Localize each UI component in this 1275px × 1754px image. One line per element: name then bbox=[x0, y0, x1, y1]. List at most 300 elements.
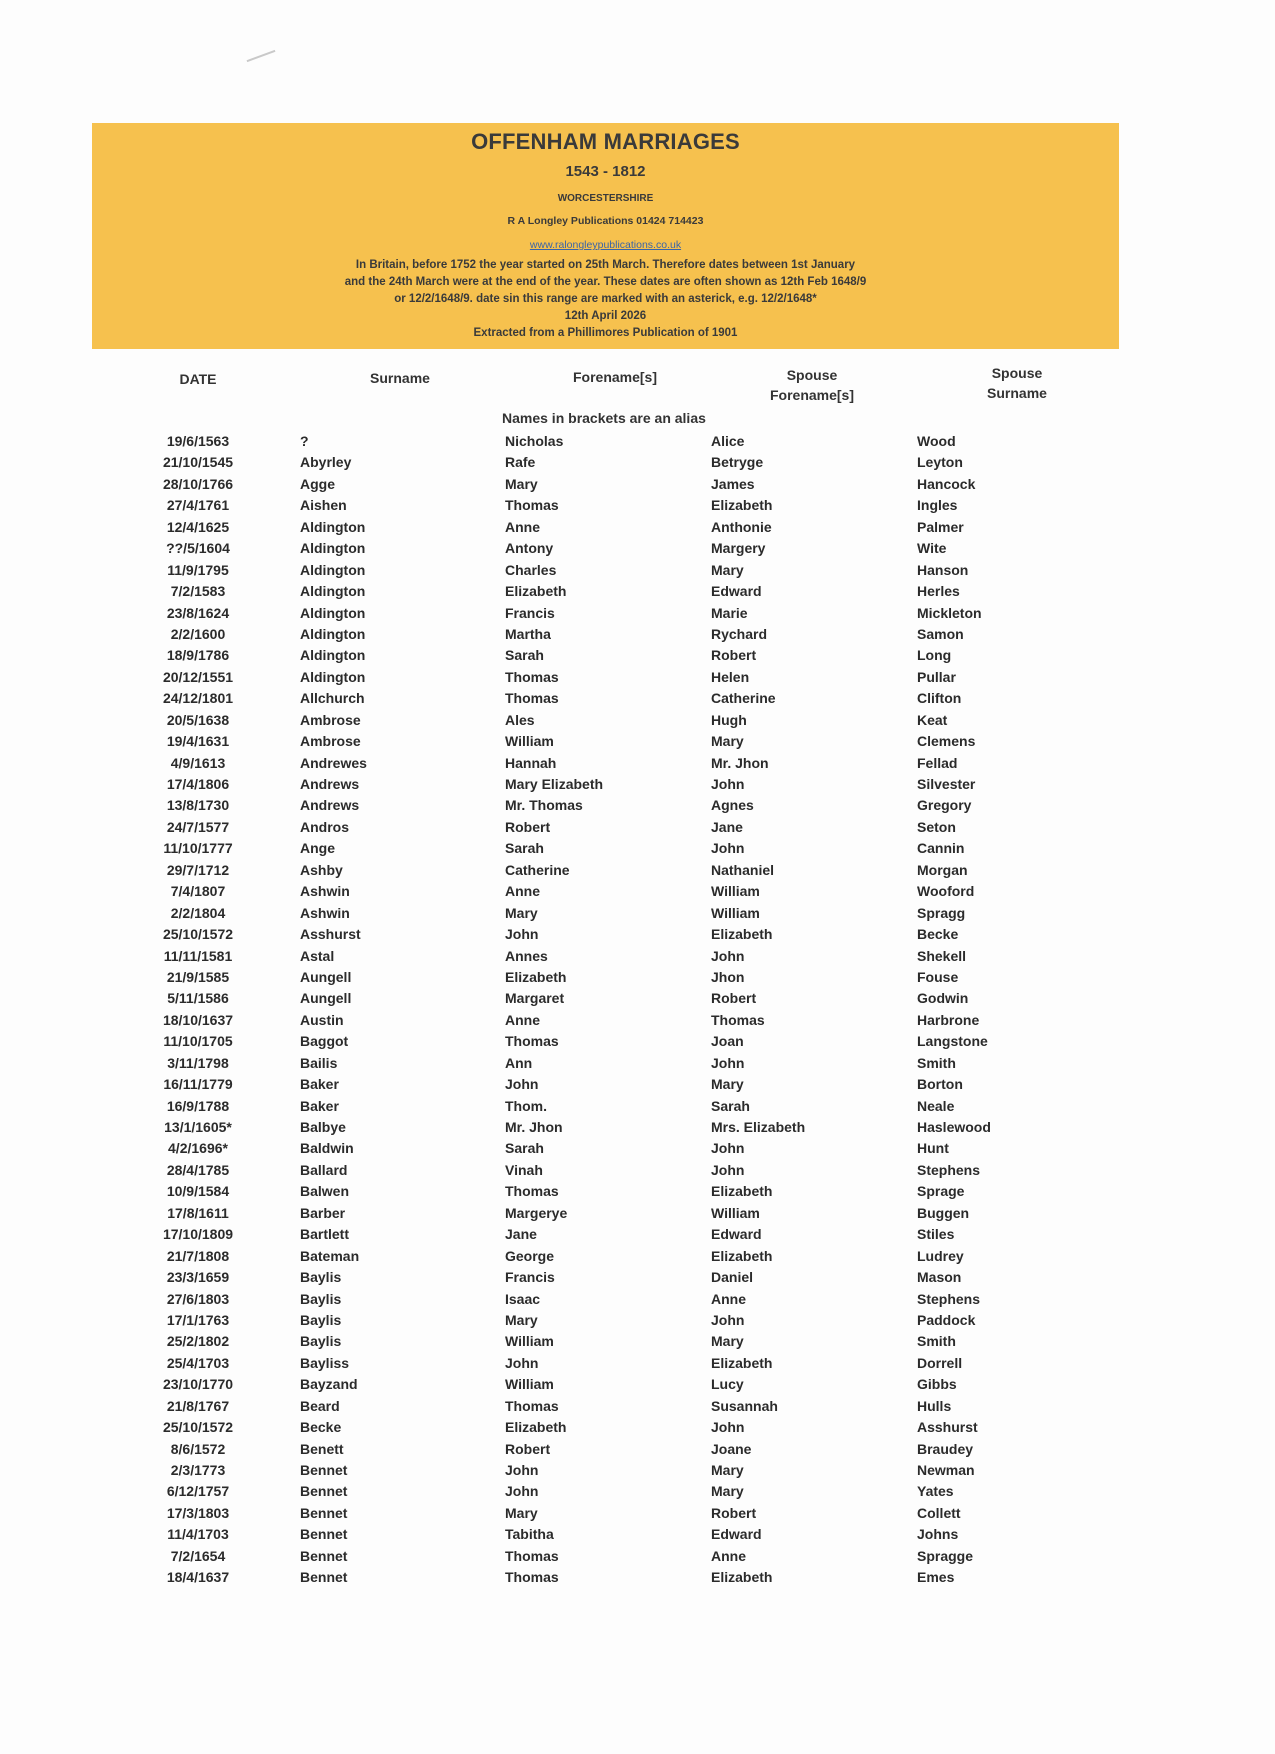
marriage-date: 7/2/1583 bbox=[170, 583, 226, 600]
marriage-date: 13/8/1730 bbox=[166, 797, 230, 814]
table-row bbox=[0, 624, 1275, 645]
column-header-spouse-forenames bbox=[752, 365, 872, 405]
surname: Ashwin bbox=[300, 883, 350, 900]
forenames: Vinah bbox=[505, 1161, 543, 1178]
spouse-forenames: Elizabeth bbox=[711, 1569, 773, 1586]
table-row bbox=[0, 1546, 1275, 1567]
spouse-forenames: Mary bbox=[711, 1462, 744, 1478]
spouse-forenames: Edward bbox=[711, 583, 762, 600]
surname: Baylis bbox=[300, 1333, 342, 1350]
marriage-date: 4/2/1696* bbox=[168, 1140, 228, 1157]
surname: Andrews bbox=[300, 776, 360, 792]
surname: Bennet bbox=[300, 1504, 348, 1521]
surname: Aldington bbox=[300, 647, 366, 664]
spouse-forenames: John bbox=[711, 840, 745, 857]
surname: Bayzand bbox=[300, 1376, 358, 1393]
marriage-date: 16/11/1779 bbox=[163, 1076, 233, 1093]
marriage-date: 8/6/1572 bbox=[170, 1440, 226, 1457]
table-row bbox=[0, 1160, 1275, 1181]
forenames: Isaac bbox=[505, 1290, 541, 1307]
table-row bbox=[0, 1374, 1275, 1395]
spouse-forenames: Edward bbox=[711, 1526, 762, 1543]
surname: Aldington bbox=[300, 625, 366, 642]
marriage-date: 2/3/1773 bbox=[170, 1462, 226, 1478]
alias-note: Names in brackets are an alias bbox=[502, 410, 706, 426]
table-row bbox=[0, 1567, 1275, 1588]
surname: Baylis bbox=[300, 1311, 342, 1328]
forenames: Sarah bbox=[505, 1140, 544, 1157]
spouse-forenames: John bbox=[711, 1311, 745, 1328]
spouse-surname: Samon bbox=[917, 625, 964, 642]
marriage-date: 18/4/1637 bbox=[166, 1569, 230, 1586]
table-row bbox=[0, 1096, 1275, 1117]
spouse-forenames: John bbox=[711, 776, 745, 792]
spouse-surname: Borton bbox=[917, 1076, 963, 1093]
forenames: Nicholas bbox=[505, 433, 564, 449]
forenames: Mary Elizabeth bbox=[505, 776, 604, 792]
marriage-date: 17/3/1803 bbox=[166, 1504, 230, 1521]
marriage-date: 21/9/1585 bbox=[166, 968, 230, 985]
spouse-surname: Mickleton bbox=[917, 604, 982, 621]
spouse-forenames: Elizabeth bbox=[711, 926, 773, 943]
column-header-surname bbox=[350, 368, 450, 388]
spouse-surname: Hanson bbox=[917, 561, 969, 578]
spouse-forenames: Mary bbox=[711, 733, 744, 750]
surname: Beard bbox=[300, 1397, 340, 1414]
title-banner bbox=[92, 123, 1119, 349]
spouse-forenames: Catherine bbox=[711, 690, 776, 707]
surname: Baggot bbox=[300, 1033, 349, 1050]
spouse-forenames: Robert bbox=[711, 1504, 757, 1521]
surname: Baker bbox=[300, 1076, 339, 1093]
surname: Bartlett bbox=[300, 1226, 350, 1243]
table-row bbox=[0, 1524, 1275, 1545]
forenames: Sarah bbox=[505, 840, 544, 857]
spouse-forenames: William bbox=[711, 883, 760, 900]
table-row bbox=[0, 838, 1275, 859]
spouse-surname: Stephens bbox=[917, 1161, 981, 1178]
spouse-forenames: John bbox=[711, 1419, 745, 1436]
spouse-forenames: Robert bbox=[711, 647, 757, 664]
forenames: Robert bbox=[505, 818, 551, 835]
marriage-date: 4/9/1613 bbox=[170, 754, 226, 771]
table-row bbox=[0, 753, 1275, 774]
marriage-date: 27/6/1803 bbox=[166, 1290, 230, 1307]
table-row bbox=[0, 881, 1275, 902]
spouse-surname: Becke bbox=[917, 926, 959, 943]
marriage-date: 16/9/1788 bbox=[166, 1097, 230, 1114]
spouse-forenames: Hugh bbox=[711, 711, 747, 728]
spouse-surname: Haslewood bbox=[917, 1119, 991, 1135]
marriage-date: 24/7/1577 bbox=[166, 818, 230, 835]
date-note-line: In Britain, before 1752 the year started on 25th March. Therefore dates between 1st January bbox=[355, 259, 856, 271]
scan-mark bbox=[247, 50, 276, 62]
forenames: Ales bbox=[505, 711, 535, 728]
spouse-surname: Buggen bbox=[917, 1204, 970, 1221]
spouse-surname: Collett bbox=[917, 1504, 961, 1521]
forenames: Anne bbox=[505, 883, 540, 900]
surname: Ballard bbox=[300, 1161, 348, 1178]
surname: Aishen bbox=[300, 497, 347, 514]
forenames: John bbox=[505, 1462, 539, 1478]
surname: Baldwin bbox=[300, 1140, 354, 1157]
marriage-date: 6/12/1757 bbox=[166, 1483, 230, 1500]
spouse-surname: Dorrell bbox=[917, 1354, 963, 1371]
forenames: George bbox=[505, 1247, 555, 1264]
forenames: John bbox=[505, 1076, 539, 1093]
spouse-surname: Neale bbox=[917, 1097, 955, 1114]
surname: Bennet bbox=[300, 1569, 348, 1586]
spouse-surname: Palmer bbox=[917, 518, 964, 535]
spouse-forenames: John bbox=[711, 1140, 745, 1157]
marriage-date: 20/12/1551 bbox=[162, 668, 234, 685]
marriage-date: 17/1/1763 bbox=[166, 1311, 230, 1328]
spouse-surname: Spragg bbox=[917, 904, 966, 921]
forenames: Thom. bbox=[505, 1097, 547, 1114]
surname: Abyrley bbox=[300, 454, 352, 471]
forenames: Elizabeth bbox=[505, 968, 567, 985]
spouse-surname: Newman bbox=[917, 1462, 975, 1478]
marriage-date: 28/10/1766 bbox=[162, 475, 234, 492]
spouse-forenames: Daniel bbox=[711, 1269, 754, 1286]
spouse-surname: Braudey bbox=[917, 1440, 974, 1457]
forenames: Thomas bbox=[505, 1397, 559, 1414]
spouse-forenames: James bbox=[711, 475, 755, 492]
table-row bbox=[0, 817, 1275, 838]
spouse-surname: Langstone bbox=[917, 1033, 988, 1050]
table-row bbox=[0, 774, 1275, 795]
forenames: Sarah bbox=[505, 647, 544, 664]
column-header-spouse-surname-line2: Surname bbox=[987, 385, 1047, 401]
surname: Bailis bbox=[300, 1054, 338, 1071]
forenames: Thomas bbox=[505, 1183, 559, 1200]
column-header-surname-label: Surname bbox=[370, 370, 430, 386]
forenames: Annes bbox=[505, 947, 548, 964]
surname: Barber bbox=[300, 1204, 346, 1221]
spouse-surname: Fellad bbox=[917, 754, 958, 771]
surname: Austin bbox=[300, 1011, 344, 1028]
spouse-forenames: Robert bbox=[711, 990, 757, 1007]
marriage-date: 21/10/1545 bbox=[162, 454, 234, 471]
surname: Aldington bbox=[300, 518, 366, 535]
spouse-surname: Stephens bbox=[917, 1290, 981, 1307]
spouse-surname: Wood bbox=[917, 433, 956, 449]
year-range: 1543 - 1812 bbox=[565, 163, 646, 180]
surname: Baylis bbox=[300, 1290, 342, 1307]
forenames: John bbox=[505, 1483, 539, 1500]
spouse-surname: Smith bbox=[917, 1054, 956, 1071]
spouse-surname: Asshurst bbox=[917, 1419, 978, 1436]
marriage-date: 11/10/1777 bbox=[163, 840, 233, 857]
marriage-table bbox=[0, 431, 1275, 1589]
table-row bbox=[0, 1460, 1275, 1481]
table-row bbox=[0, 1031, 1275, 1052]
surname: Benett bbox=[300, 1440, 344, 1457]
forenames: Martha bbox=[505, 625, 551, 642]
marriage-date: 23/10/1770 bbox=[162, 1376, 234, 1393]
surname: Asshurst bbox=[300, 926, 361, 943]
table-row bbox=[0, 946, 1275, 967]
forenames: Elizabeth bbox=[505, 1419, 567, 1436]
spouse-surname: Morgan bbox=[917, 861, 968, 878]
surname: Andros bbox=[300, 818, 349, 835]
spouse-surname: Clemens bbox=[917, 733, 976, 750]
spouse-surname: Wite bbox=[917, 540, 947, 557]
table-row bbox=[0, 645, 1275, 666]
surname: Agge bbox=[300, 475, 335, 492]
spouse-surname: Hancock bbox=[917, 475, 976, 492]
spouse-surname: Godwin bbox=[917, 990, 969, 1007]
marriage-date: 2/2/1600 bbox=[170, 625, 226, 642]
spouse-surname: Ingles bbox=[917, 497, 958, 514]
marriage-date: 29/7/1712 bbox=[166, 861, 230, 878]
forenames: Margerye bbox=[505, 1204, 568, 1221]
date-note-line: 12th April 2026 bbox=[564, 310, 647, 322]
surname: Andrews bbox=[300, 797, 360, 814]
surname: Bennet bbox=[300, 1526, 348, 1543]
spouse-forenames: Betryge bbox=[711, 454, 764, 471]
surname: Bennet bbox=[300, 1547, 348, 1564]
forenames: Hannah bbox=[505, 754, 557, 771]
table-row bbox=[0, 1503, 1275, 1524]
marriage-date: ??/5/1604 bbox=[166, 540, 230, 557]
surname: Baker bbox=[300, 1097, 339, 1114]
marriage-date: 21/7/1808 bbox=[166, 1247, 230, 1264]
table-row bbox=[0, 1396, 1275, 1417]
forenames: Thomas bbox=[505, 1547, 559, 1564]
table-row bbox=[0, 903, 1275, 924]
forenames: Mary bbox=[505, 1311, 538, 1328]
table-row bbox=[0, 667, 1275, 688]
forenames: William bbox=[505, 733, 554, 750]
spouse-forenames: John bbox=[711, 1161, 745, 1178]
marriage-date: 11/4/1703 bbox=[167, 1526, 229, 1543]
spouse-surname: Harbrone bbox=[917, 1011, 980, 1028]
column-header-spouse-forenames-line2: Forename[s] bbox=[769, 387, 855, 403]
marriage-date: 19/6/1563 bbox=[166, 433, 230, 449]
spouse-surname: Gregory bbox=[917, 797, 972, 814]
table-row bbox=[0, 1074, 1275, 1095]
spouse-surname: Seton bbox=[917, 818, 956, 835]
surname: Bayliss bbox=[300, 1354, 350, 1371]
spouse-forenames: Thomas bbox=[711, 1011, 765, 1028]
table-row bbox=[0, 431, 1275, 452]
forenames: Mary bbox=[505, 904, 538, 921]
spouse-forenames: Jhon bbox=[711, 968, 745, 985]
marriage-date: 18/9/1786 bbox=[166, 647, 230, 664]
spouse-forenames: Mary bbox=[711, 1076, 744, 1093]
marriage-date: 2/2/1804 bbox=[170, 904, 226, 921]
spouse-forenames: Sarah bbox=[711, 1097, 750, 1114]
forenames: Antony bbox=[505, 540, 554, 557]
table-row bbox=[0, 1203, 1275, 1224]
spouse-surname: Clifton bbox=[917, 690, 962, 707]
marriage-date: 17/4/1806 bbox=[166, 776, 230, 792]
marriage-date: 21/8/1767 bbox=[166, 1397, 230, 1414]
marriage-date: 20/5/1638 bbox=[166, 711, 230, 728]
surname: Bateman bbox=[300, 1247, 360, 1264]
surname: Aldington bbox=[300, 561, 366, 578]
forenames: William bbox=[505, 1376, 554, 1393]
forenames: Mary bbox=[505, 1504, 538, 1521]
column-header-forenames-label: Forename[s] bbox=[572, 369, 658, 385]
column-header-date-label: DATE bbox=[179, 371, 217, 387]
marriage-date: 24/12/1801 bbox=[162, 690, 234, 707]
spouse-surname: Pullar bbox=[917, 668, 956, 685]
table-row bbox=[0, 731, 1275, 752]
spouse-surname: Mason bbox=[917, 1269, 962, 1286]
table-row bbox=[0, 1417, 1275, 1438]
spouse-surname: Stiles bbox=[917, 1226, 955, 1243]
surname: Aungell bbox=[300, 990, 352, 1007]
marriage-date: 17/8/1611 bbox=[167, 1204, 229, 1221]
marriage-date: 11/9/1795 bbox=[167, 561, 229, 578]
table-row bbox=[0, 1010, 1275, 1031]
spouse-forenames: Anne bbox=[711, 1547, 746, 1564]
surname: Ange bbox=[300, 840, 335, 857]
forenames: Anne bbox=[505, 518, 540, 535]
forenames: Mr. Jhon bbox=[505, 1119, 563, 1135]
table-row bbox=[0, 688, 1275, 709]
spouse-surname: Keat bbox=[917, 711, 948, 728]
spouse-forenames: Susannah bbox=[711, 1397, 778, 1414]
surname: Ambrose bbox=[300, 733, 361, 750]
spouse-forenames: John bbox=[711, 947, 745, 964]
forenames: Thomas bbox=[505, 690, 559, 707]
table-row bbox=[0, 1331, 1275, 1352]
table-row bbox=[0, 1117, 1275, 1138]
spouse-forenames: Elizabeth bbox=[711, 1247, 773, 1264]
marriage-date: 11/10/1705 bbox=[163, 1033, 233, 1050]
spouse-surname: Emes bbox=[917, 1569, 955, 1586]
table-row bbox=[0, 560, 1275, 581]
forenames: Thomas bbox=[505, 1569, 559, 1586]
table-row bbox=[0, 1289, 1275, 1310]
table-row bbox=[0, 1138, 1275, 1159]
marriage-date: 25/10/1572 bbox=[162, 926, 234, 943]
surname: ? bbox=[300, 433, 309, 449]
forenames: Rafe bbox=[505, 454, 536, 471]
table-row bbox=[0, 1053, 1275, 1074]
spouse-forenames: Joane bbox=[711, 1440, 752, 1457]
date-note bbox=[92, 257, 1119, 342]
column-header-spouse-surname-line1: Spouse bbox=[991, 365, 1043, 381]
spouse-forenames: Lucy bbox=[711, 1376, 744, 1393]
spouse-surname: Yates bbox=[917, 1483, 954, 1500]
forenames: Thomas bbox=[505, 497, 559, 514]
spouse-surname: Hunt bbox=[917, 1140, 949, 1157]
spouse-forenames: Rychard bbox=[711, 625, 768, 642]
spouse-forenames: Marie bbox=[711, 604, 748, 621]
column-header-date bbox=[148, 369, 248, 389]
document-title: OFFENHAM MARRIAGES bbox=[471, 129, 740, 154]
spouse-surname: Spragge bbox=[917, 1547, 974, 1564]
spouse-surname: Herles bbox=[917, 583, 960, 600]
table-row bbox=[0, 452, 1275, 473]
table-row bbox=[0, 1181, 1275, 1202]
marriage-date: 12/4/1625 bbox=[166, 518, 230, 535]
marriage-date: 27/4/1761 bbox=[166, 497, 230, 514]
spouse-surname: Ludrey bbox=[917, 1247, 964, 1264]
date-note-line: or 12/2/1648/9. date sin this range are marked with an asterick, e.g. 12/2/1648* bbox=[394, 293, 817, 305]
marriage-date: 23/8/1624 bbox=[166, 604, 230, 621]
surname: Ambrose bbox=[300, 711, 361, 728]
marriage-date: 19/4/1631 bbox=[166, 733, 230, 750]
spouse-forenames: Mrs. Elizabeth bbox=[711, 1119, 806, 1135]
marriage-date: 3/11/1798 bbox=[167, 1054, 229, 1071]
spouse-forenames: Joan bbox=[711, 1033, 744, 1050]
surname: Aldington bbox=[300, 604, 366, 621]
forenames: Charles bbox=[505, 561, 557, 578]
spouse-forenames: Nathaniel bbox=[711, 861, 775, 878]
surname: Aldington bbox=[300, 583, 366, 600]
spouse-forenames: Elizabeth bbox=[711, 1183, 773, 1200]
table-row bbox=[0, 603, 1275, 624]
forenames: Margaret bbox=[505, 990, 565, 1007]
surname: Balwen bbox=[300, 1183, 350, 1200]
spouse-surname: Hulls bbox=[917, 1397, 952, 1414]
marriage-date: 10/9/1584 bbox=[166, 1183, 230, 1200]
forenames: Robert bbox=[505, 1440, 551, 1457]
spouse-surname: Cannin bbox=[917, 840, 965, 857]
spouse-forenames: Mary bbox=[711, 561, 744, 578]
table-row bbox=[0, 710, 1275, 731]
spouse-surname: Silvester bbox=[917, 776, 976, 792]
table-row bbox=[0, 1267, 1275, 1288]
surname: Aungell bbox=[300, 968, 352, 985]
column-header-spouse-forenames-line1: Spouse bbox=[786, 367, 838, 383]
spouse-forenames: Elizabeth bbox=[711, 1354, 773, 1371]
surname: Bennet bbox=[300, 1462, 348, 1478]
table-row bbox=[0, 924, 1275, 945]
spouse-forenames: William bbox=[711, 1204, 760, 1221]
forenames: Mr. Thomas bbox=[505, 797, 583, 814]
table-row bbox=[0, 967, 1275, 988]
spouse-surname: Fouse bbox=[917, 968, 959, 985]
table-row bbox=[0, 1439, 1275, 1460]
table-row bbox=[0, 581, 1275, 602]
surname: Becke bbox=[300, 1419, 342, 1436]
marriage-date: 23/3/1659 bbox=[166, 1269, 230, 1286]
table-row bbox=[0, 1246, 1275, 1267]
date-note-line: and the 24th March were at the end of the year. These dates are often shown as 12th Feb 1648/9 bbox=[344, 276, 867, 288]
forenames: William bbox=[505, 1333, 554, 1350]
spouse-forenames: Anthonie bbox=[711, 518, 772, 535]
surname: Ashby bbox=[300, 861, 343, 878]
date-note-line: Extracted from a Phillimores Publication of 1901 bbox=[473, 327, 738, 339]
forenames: Mary bbox=[505, 475, 538, 492]
spouse-forenames: Edward bbox=[711, 1226, 762, 1243]
publisher-line: R A Longley Publications 01424 714423 bbox=[507, 215, 704, 227]
marriage-date: 25/10/1572 bbox=[162, 1419, 234, 1436]
spouse-surname: Leyton bbox=[917, 454, 963, 471]
spouse-forenames: Mary bbox=[711, 1333, 744, 1350]
marriage-date: 5/11/1586 bbox=[167, 990, 229, 1007]
spouse-forenames: Alice bbox=[711, 433, 745, 449]
table-row bbox=[0, 1481, 1275, 1502]
marriage-date: 7/2/1654 bbox=[170, 1547, 226, 1564]
marriage-date: 11/11/1581 bbox=[163, 947, 233, 964]
forenames: Thomas bbox=[505, 1033, 559, 1050]
spouse-surname: Smith bbox=[917, 1333, 956, 1350]
spouse-surname: Gibbs bbox=[917, 1376, 957, 1393]
spouse-surname: Shekell bbox=[917, 947, 967, 964]
forenames: John bbox=[505, 926, 539, 943]
surname: Andrewes bbox=[300, 754, 367, 771]
table-row bbox=[0, 988, 1275, 1009]
table-row bbox=[0, 474, 1275, 495]
table-row bbox=[0, 538, 1275, 559]
